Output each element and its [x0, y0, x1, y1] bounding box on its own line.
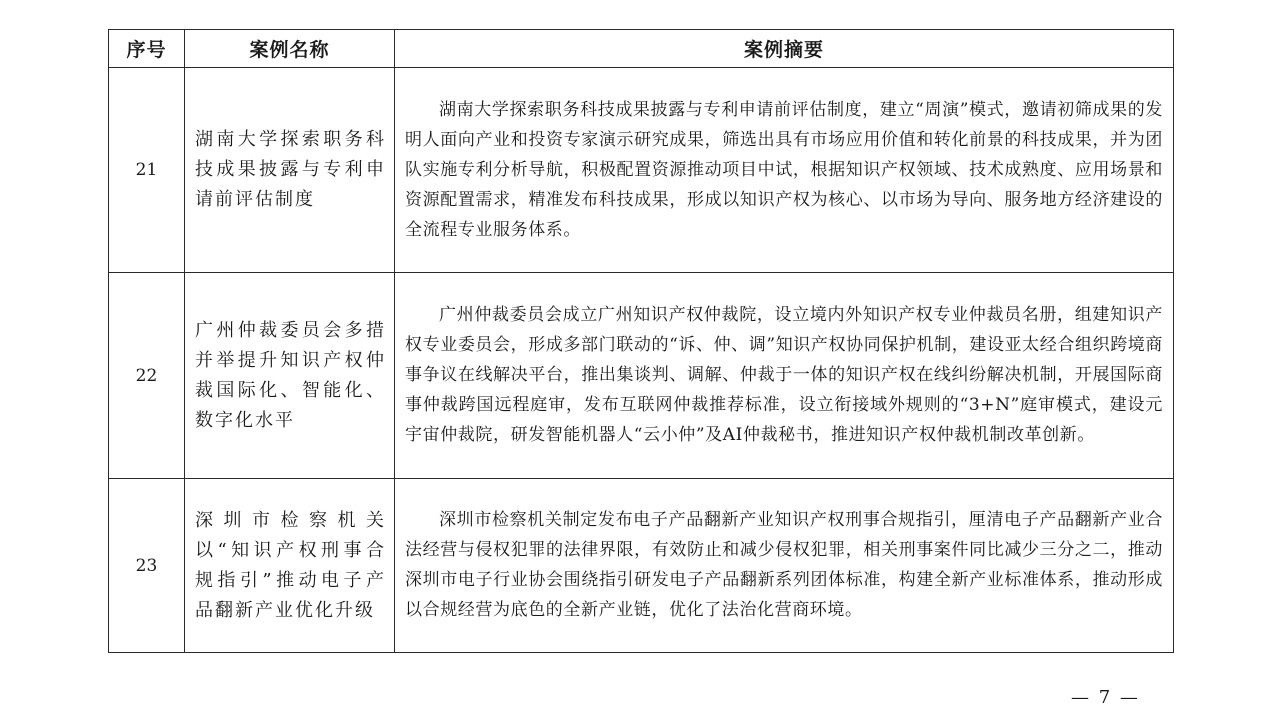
case-name: 湖南大学探索职务科技成果披露与专利申请前评估制度 — [185, 68, 395, 273]
table-header-row — [109, 30, 1174, 68]
table-row — [109, 273, 1174, 479]
case-summary: 湖南大学探索职务科技成果披露与专利申请前评估制度，建立“周演”模式，邀请初筛成果的发明人面向产业和投资专家演示研究成果，筛选出具有市场应用价值和转化前景的科技成果，并为团队实施专利分析导航，积极配置资源推动项目中试，根据知识产权领域、技术成熟度、应用场景和资源配置需求，精准发布科技成果，形成以知识产权为核心、以市场为导向、服务地方经济建设的全流程专业服务体系。 — [395, 68, 1174, 273]
table-row — [109, 479, 1174, 653]
table-row — [109, 68, 1174, 273]
column-header-number: 序号 — [109, 30, 185, 68]
case-summary: 广州仲裁委员会成立广州知识产权仲裁院，设立境内外知识产权专业仲裁员名册，组建知识产权专业委员会，形成多部门联动的“诉、仲、调”知识产权协同保护机制，建设亚太经合组织跨境商事争议在线解决平台，推出集谈判、调解、仲裁于一体的知识产权在线纠纷解决机制，开展国际商事仲裁跨国远程庭审，发布互联网仲裁推荐标准，设立衔接域外规则的“3+N”庭审模式，建设元宇宙仲裁院，研发智能机器人“云小仲”及AI仲裁秘书，推进知识产权仲裁机制改革创新。 — [395, 273, 1174, 479]
case-name: 广州仲裁委员会多措并举提升知识产权仲裁国际化、智能化、数字化水平 — [185, 273, 395, 479]
case-table — [108, 29, 1174, 653]
column-header-name: 案例名称 — [185, 30, 395, 68]
column-header-summary: 案例摘要 — [395, 30, 1174, 68]
case-number: 23 — [109, 479, 185, 653]
case-name: 深圳市检察机关以“知识产权刑事合规指引”推动电子产品翻新产业优化升级 — [185, 479, 395, 653]
case-summary: 深圳市检察机关制定发布电子产品翻新产业知识产权刑事合规指引，厘清电子产品翻新产业合法经营与侵权犯罪的法律界限，有效防止和减少侵权犯罪，相关刑事案件同比减少三分之二，推动深圳市电子行业协会围绕指引研发电子产品翻新系列团体标准，构建全新产业标准体系，推动形成以合规经营为底色的全新产业链，优化了法治化营商环境。 — [395, 479, 1174, 653]
case-number: 22 — [109, 273, 185, 479]
case-number: 21 — [109, 68, 185, 273]
page-number: — 7 — — [1071, 687, 1140, 708]
